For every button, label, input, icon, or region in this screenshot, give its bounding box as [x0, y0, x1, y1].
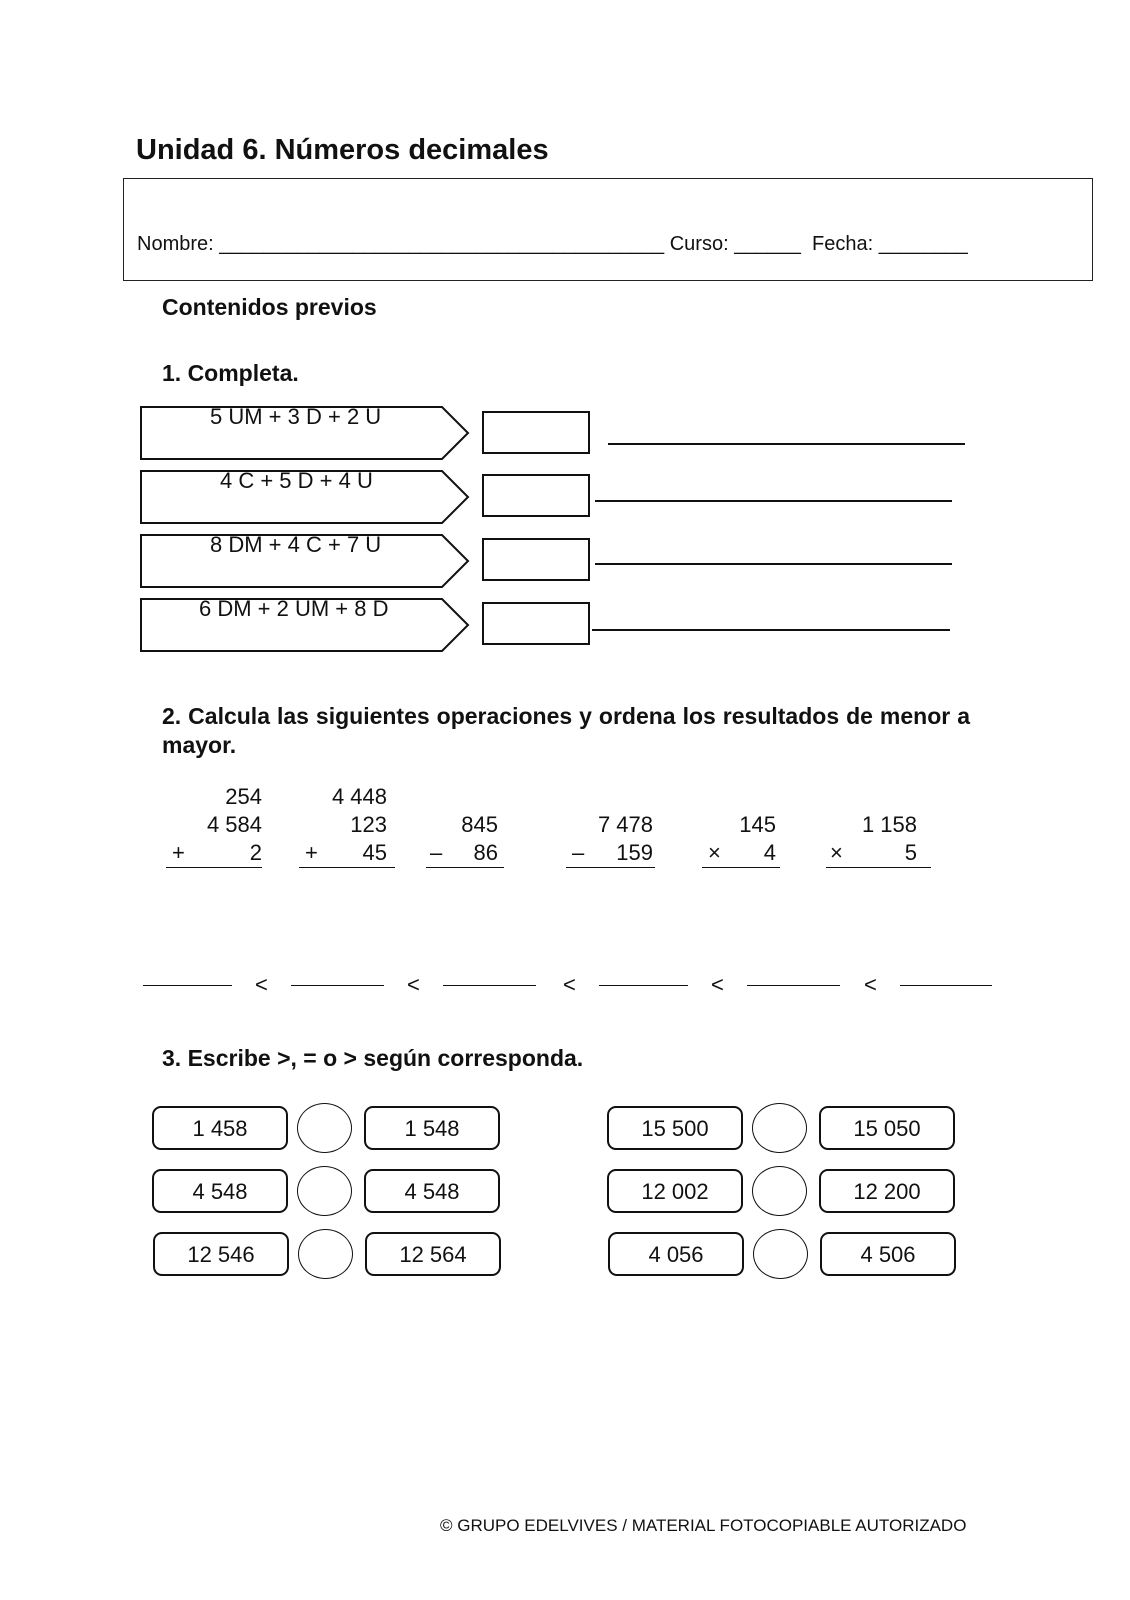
operand: 4 584	[206, 812, 262, 837]
operation	[566, 778, 655, 870]
number-box: 12 200	[819, 1169, 955, 1213]
less-than-sign: <	[563, 972, 576, 997]
number-box: 1 458	[152, 1106, 288, 1150]
expression-text: 5 UM + 3 D + 2 U	[210, 404, 382, 429]
comparison-circle[interactable]	[297, 1103, 352, 1153]
comparison-circle[interactable]	[297, 1166, 352, 1216]
answer-box[interactable]	[482, 474, 590, 517]
plus-sign: +	[305, 840, 318, 865]
order-blank[interactable]	[599, 985, 688, 986]
operand: 5	[904, 840, 917, 865]
order-blank[interactable]	[443, 985, 536, 986]
comparison-circle[interactable]	[298, 1229, 353, 1279]
result-line	[166, 867, 262, 868]
student-info-box	[123, 178, 1093, 281]
result-line	[299, 867, 395, 868]
less-than-sign: <	[864, 972, 877, 997]
times-sign: ×	[830, 840, 843, 865]
operation	[826, 778, 931, 870]
result-line	[826, 867, 931, 868]
operand: 7 478	[597, 812, 653, 837]
number-box: 4 548	[152, 1169, 288, 1213]
number-box: 12 564	[365, 1232, 501, 1276]
operand: 845	[461, 812, 498, 837]
result-line	[702, 867, 780, 868]
comparison-circle[interactable]	[752, 1103, 807, 1153]
operand: 2	[249, 840, 262, 865]
operation	[702, 778, 780, 870]
answer-line[interactable]	[595, 500, 952, 502]
less-than-sign: <	[255, 972, 268, 997]
number-box: 4 056	[608, 1232, 744, 1276]
footer-copyright: © GRUPO EDELVIVES / MATERIAL FOTOCOPIABLE AUTORIZADO	[440, 1516, 967, 1535]
answer-line[interactable]	[608, 443, 965, 445]
answer-box[interactable]	[482, 602, 590, 645]
exercise-1-label: 1. Completa.	[162, 360, 299, 386]
section-heading: Contenidos previos	[162, 294, 377, 320]
operand: 145	[739, 812, 776, 837]
number-box: 4 548	[364, 1169, 500, 1213]
operand: 86	[473, 840, 498, 865]
number-box: 15 500	[607, 1106, 743, 1150]
less-than-sign: <	[407, 972, 420, 997]
order-blank[interactable]	[900, 985, 992, 986]
operand: 4	[763, 840, 776, 865]
answer-box[interactable]	[482, 538, 590, 581]
exercise-3-label: 3. Escribe >, = o > según corresponda.	[162, 1045, 584, 1071]
student-info-line[interactable]: Nombre: ________________________________________ Curso: ______ Fecha: ________	[137, 233, 968, 255]
operand: 123	[350, 812, 387, 837]
answer-box[interactable]	[482, 411, 590, 454]
less-than-sign: <	[711, 972, 724, 997]
answer-line[interactable]	[595, 563, 952, 565]
operand: 45	[362, 840, 387, 865]
exercise-2-label: 2. Calcula las siguientes operaciones y ordena los resultados de menor a mayor.	[162, 703, 970, 758]
minus-sign: –	[430, 840, 443, 865]
expression-text: 6 DM + 2 UM + 8 D	[199, 596, 389, 621]
comparison-circle[interactable]	[753, 1229, 808, 1279]
result-line	[566, 867, 655, 868]
operand: 254	[225, 784, 262, 809]
order-blank[interactable]	[143, 985, 232, 986]
operand: 159	[616, 840, 653, 865]
order-blank[interactable]	[747, 985, 840, 986]
operand: 4 448	[331, 784, 387, 809]
answer-line[interactable]	[592, 629, 950, 631]
number-box: 4 506	[820, 1232, 956, 1276]
page-title: Unidad 6. Números decimales	[136, 134, 549, 166]
operation	[299, 778, 395, 870]
number-box: 12 002	[607, 1169, 743, 1213]
expression-text: 8 DM + 4 C + 7 U	[210, 532, 382, 557]
operation	[166, 778, 262, 870]
operand: 1 158	[861, 812, 917, 837]
number-box: 12 546	[153, 1232, 289, 1276]
operation	[426, 778, 504, 870]
result-line	[426, 867, 504, 868]
times-sign: ×	[708, 840, 721, 865]
comparison-circle[interactable]	[752, 1166, 807, 1216]
order-blank[interactable]	[291, 985, 384, 986]
plus-sign: +	[172, 840, 185, 865]
minus-sign: –	[572, 840, 585, 865]
expression-text: 4 C + 5 D + 4 U	[220, 468, 373, 493]
number-box: 15 050	[819, 1106, 955, 1150]
number-box: 1 548	[364, 1106, 500, 1150]
